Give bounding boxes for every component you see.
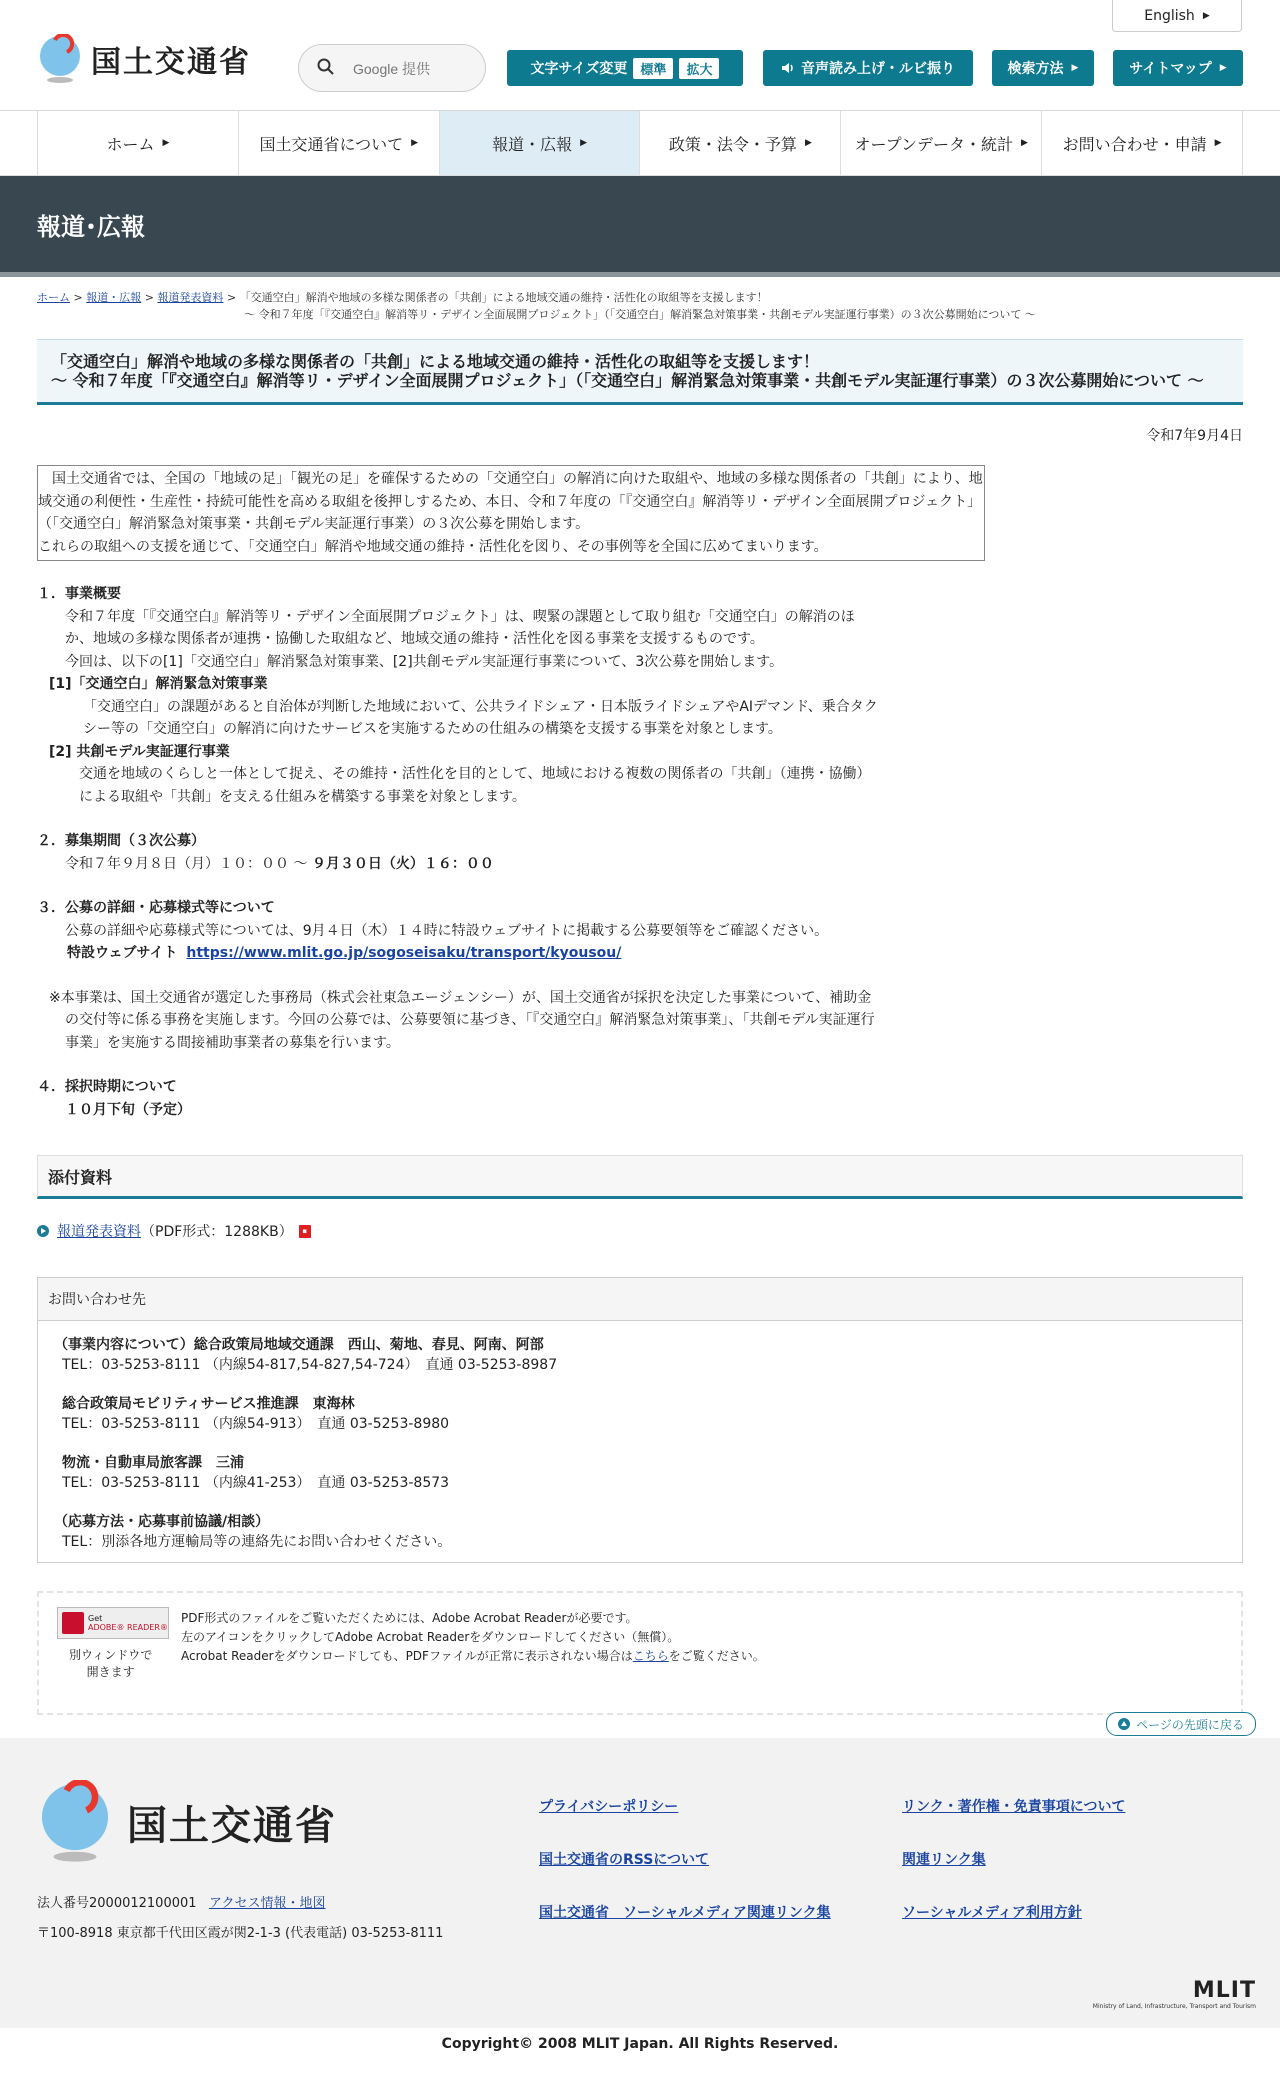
breadcrumb-separator: > <box>144 291 154 304</box>
footer-logo[interactable] <box>37 1780 337 1864</box>
arrow-circle-icon <box>37 1225 49 1237</box>
contact-3-tel: TEL：03-5253-8111 （内線41-253） 直通 03-5253-8573 <box>62 1475 450 1491</box>
chevron-right-icon: ▶ <box>411 138 419 148</box>
voice-label: 音声読み上げ・ルビ振り <box>801 61 955 77</box>
breadcrumb-separator: > <box>226 291 237 304</box>
search-input[interactable] <box>351 55 475 83</box>
badge-get: Get <box>88 1614 103 1623</box>
search-method-label: 検索方法 <box>1007 61 1064 77</box>
english-link[interactable] <box>1112 0 1242 32</box>
nav-about[interactable] <box>238 111 439 175</box>
site-logo[interactable] <box>37 34 251 84</box>
mlit-mark: MLIT <box>1192 1978 1256 2003</box>
section-3-text: 公募の詳細や応募様式等については、9月４日（木）１４時に特設ウェブサイトに掲載する公募要領等をご確認ください。 <box>65 922 829 939</box>
back-to-top-button[interactable] <box>1106 1712 1256 1736</box>
mlit-subtitle: Ministry of Land, Infrastructure, Transport and Tourism <box>1092 2003 1256 2010</box>
footer-link[interactable]: 国土交通省のRSSについて <box>539 1852 710 1868</box>
english-label: English <box>1144 7 1195 24</box>
get-adobe-reader-button[interactable] <box>57 1607 169 1639</box>
new-window-line: 開きます <box>86 1665 135 1679</box>
period-end: ９月３０日（火）１６：００ <box>311 855 494 872</box>
chevron-right-icon: ▶ <box>1214 138 1222 148</box>
contact-1-tel: TEL：03-5253-8111 （内線54-817,54-827,54-724） 直通 03-5253-8987 <box>62 1357 558 1373</box>
footer-link[interactable]: 関連リンク集 <box>902 1852 986 1868</box>
nav-press[interactable] <box>439 111 640 175</box>
acrobat-text <box>181 1609 765 1666</box>
section-4-text: １０月下旬（予定） <box>65 1101 191 1118</box>
acrobat-line <box>181 1647 765 1666</box>
nav-label: 国土交通省について <box>259 134 404 154</box>
adobe-reader-icon <box>62 1612 84 1634</box>
mlit-logo-icon <box>37 1780 113 1864</box>
back-to-top-label: ページの先頭に戻る <box>1136 1717 1244 1732</box>
section-1-text: 今回は、以下の[1]「交通空白」解消緊急対策事業、[2]共創モデル実証運行事業について、3次公募を開始します。 <box>51 653 784 670</box>
badge-name: ADOBE® READER® <box>88 1623 168 1632</box>
contact-1-head: （事業内容について）総合政策局地域交通課 西山、菊地、春見、阿南、阿部 <box>54 1337 544 1353</box>
arrow-up-icon <box>1118 1718 1130 1730</box>
breadcrumb-press[interactable]: 報道・広報 <box>86 291 142 304</box>
mlit-logo-icon <box>37 34 83 84</box>
nav-policy[interactable] <box>639 111 840 175</box>
acrobat-line-part: Acrobat Readerをダウンロードしても、PDFファイルが正常に表示されない場合は <box>181 1649 633 1663</box>
section-1-sub2-title: [2] 共創モデル実証運行事業 <box>49 743 230 760</box>
breadcrumb-home[interactable]: ホーム <box>37 291 70 304</box>
headline-line2: ～ 令和７年度「『交通空白』解消等リ・デザイン全面展開プロジェクト」（「交通空白」解消緊急対策事業・共創モデル実証運行事業）の３次公募開始について ～ <box>51 371 1204 390</box>
mlit-wordmark <box>1093 1978 1256 2010</box>
footer-link[interactable]: ソーシャルメディア利用方針 <box>902 1905 1082 1921</box>
search-icon[interactable] <box>317 58 335 76</box>
chevron-right-icon: ▶ <box>580 138 588 148</box>
contact-4-tel: TEL：別添各地方運輸局等の連絡先にお問い合わせください。 <box>62 1534 452 1550</box>
pdf-icon: ▪ <box>299 1225 311 1238</box>
nav-opendata[interactable] <box>840 111 1041 175</box>
footer-info <box>37 1894 443 1954</box>
section-1-sub2-text: 交通を地域のくらしと一体として捉え、その維持・活性化を目的として、地域における複数の関係者の「共創」（連携・協働） <box>79 766 871 782</box>
nav-label: 報道・広報 <box>492 134 573 154</box>
fontsize-control <box>507 50 743 86</box>
voice-button[interactable] <box>763 50 973 86</box>
period-start: 令和７年９月８日（月）１０：００ ～ <box>65 855 312 872</box>
chevron-right-icon: ▶ <box>1202 10 1210 21</box>
chevron-right-icon: ▶ <box>804 138 812 148</box>
fontsize-large-button[interactable]: 拡大 <box>679 58 719 79</box>
sitemap-label: サイトマップ <box>1129 61 1212 77</box>
breadcrumb-separator: > <box>73 291 83 304</box>
acrobat-notice <box>37 1591 1243 1715</box>
section-3-site <box>37 942 1280 965</box>
lead-paragraph-2: これらの取組への支援を通じて、「交通空白」解消や地域交通の維持・活性化を図り、その事例等を全国に広めてまいります。 <box>38 538 828 555</box>
site-search <box>298 44 486 92</box>
chevron-right-icon: ▶ <box>1071 63 1079 73</box>
sitemap-button[interactable] <box>1113 50 1243 86</box>
nav-home[interactable] <box>37 111 238 175</box>
copyright: Copyright© 2008 MLIT Japan. All Rights Reserved. <box>441 2036 839 2052</box>
note-text: ※本事業は、国土交通省が選定した事務局（株式会社東急エージェンシー）が、国土交通省が採択を決定した事業について、補助金 <box>49 989 872 1006</box>
fontsize-standard-button[interactable]: 標準 <box>633 58 673 79</box>
footer-link[interactable]: プライバシーポリシー <box>539 1799 679 1815</box>
section-2-title: ２．募集期間（３次公募） <box>37 833 205 849</box>
article-headline <box>37 339 1243 405</box>
special-site-link[interactable]: https://www.mlit.go.jp/sogoseisaku/transport/kyousou/ <box>186 945 622 961</box>
contact-box <box>37 1277 1243 1563</box>
nav-label: オープンデータ・統計 <box>854 134 1014 154</box>
page-title: 報道･広報 <box>37 212 145 241</box>
footer-links-col2 <box>902 1796 1125 1955</box>
breadcrumb <box>0 289 1280 323</box>
contact-4-head: （応募方法・応募事前協議/相談） <box>54 1514 270 1530</box>
footer-link[interactable]: リンク・著作権・免責事項について <box>902 1799 1126 1815</box>
breadcrumb-current-line2: ～ 令和７年度「『交通空白』解消等リ・デザイン全面展開プロジェクト」（「交通空白」解消緊急対策事業・共創モデル実証運行事業）の３次公募開始について ～ <box>244 308 1036 321</box>
breadcrumb-current: 「交通空白」解消や地域の多様な関係者の「共創」による地域交通の維持・活性化の取組等を支援します！ <box>239 291 768 304</box>
fontsize-label: 文字サイズ変更 <box>530 61 628 77</box>
article-body <box>37 583 1280 1121</box>
footer-logo-text: 国土交通省 <box>127 1802 337 1849</box>
acrobat-line: PDF形式のファイルをご覧いただくためには、Adobe Acrobat Readerが必要です。 <box>181 1611 638 1625</box>
access-map-link[interactable]: アクセス情報・地図 <box>208 1896 326 1911</box>
headline-line1: 「交通空白」解消や地域の多様な関係者の「共創」による地域交通の維持・活性化の取組等を支援します！ <box>51 352 820 371</box>
corp-number: 法人番号2000012100001 <box>37 1896 197 1911</box>
section-3-title: ３．公募の詳細・応募様式等について <box>37 900 275 916</box>
nav-label: お問い合わせ・申請 <box>1062 134 1207 154</box>
footer-links-col1 <box>539 1796 831 1955</box>
footer-link[interactable]: 国土交通省 ソーシャルメディア関連リンク集 <box>539 1905 831 1921</box>
global-nav <box>0 111 1280 176</box>
site-header <box>0 0 1280 111</box>
contact-2-tel: TEL：03-5253-8111 （内線54-913） 直通 03-5253-8980 <box>62 1416 450 1432</box>
chevron-right-icon: ▶ <box>162 138 170 148</box>
search-method-button[interactable] <box>992 50 1094 86</box>
lead-paragraph-1: 国土交通省では、全国の「地域の足」「観光の足」を確保するための「交通空白」の解消に向けた取組や、地域の多様な関係者の「共創」により、地域交通の利便性・生産性・持続可能性を高める取組を後押しするため、本日、令和７年度の「『交通空白』解消等リ・デザイン全面展開プロジェクト」（「交通空白」解消緊急対策事業・共創モデル実証運行事業）の３次公募を開始します。 <box>38 471 983 532</box>
section-1-sub1-text: 「交通空白」の課題があると自治体が判断した地域において、公共ライドシェア・日本版ライドシェアやAIデマンド、乗合タク <box>83 698 878 715</box>
attachments-heading: 添付資料 <box>37 1155 1243 1199</box>
section-2-period <box>37 853 1280 876</box>
chevron-right-icon: ▶ <box>1021 138 1028 148</box>
contact-2-head: 総合政策局モビリティサービス推進課 東海林 <box>62 1396 355 1412</box>
press-release-pdf-link[interactable]: 報道発表資料 <box>57 1224 141 1240</box>
contact-heading: お問い合わせ先 <box>38 1278 1242 1321</box>
section-1-sub2-text: による取組や「共創」を支える仕組みを構築する事業を対象とします。 <box>79 788 526 805</box>
note-text: 事業」を実施する間接補助事業者の募集を行います。 <box>65 1034 400 1051</box>
new-window-line: 別ウィンドウで <box>69 1648 153 1662</box>
new-window-note <box>69 1647 152 1681</box>
contact-3-head: 物流・自動車局旅客課 三浦 <box>62 1455 244 1471</box>
nav-contact[interactable] <box>1041 111 1243 175</box>
speaker-icon <box>781 61 795 75</box>
note-text: の交付等に係る事務を実施します。今回の公募では、公募要領に基づき、「『交通空白』解消緊急対策事業」、「共創モデル実証運行 <box>65 1012 875 1028</box>
section-1-text: か、地域の多様な関係者が連携・協働した取組など、地域交通の維持・活性化を図る事業を支援するものです。 <box>51 631 764 647</box>
publish-date: 令和7年9月4日 <box>1146 428 1243 444</box>
footer-address: 〒100-8918 東京都千代田区霞が関2-1-3 (代表電話) 03-5253-8111 <box>37 1926 444 1941</box>
section-1-title: １．事業概要 <box>37 586 121 602</box>
logo-text: 国土交通省 <box>91 45 251 80</box>
acrobat-line-part: をご覧ください。 <box>668 1649 765 1663</box>
acrobat-line: 左のアイコンをクリックしてAdobe Acrobat Readerをダウンロードしてください（無償）。 <box>181 1630 680 1644</box>
site-label: 特設ウェブサイト <box>67 945 178 961</box>
breadcrumb-release[interactable]: 報道発表資料 <box>157 291 224 304</box>
lead-box <box>37 465 985 561</box>
section-4-title: ４．採択時期について <box>37 1079 177 1095</box>
nav-label: ホーム <box>106 134 155 154</box>
chevron-right-icon: ▶ <box>1219 63 1227 73</box>
attachment-item <box>37 1221 1243 1241</box>
attachment-meta: （PDF形式：1288KB） <box>141 1224 293 1240</box>
site-footer <box>0 1738 1280 2028</box>
section-1-sub1-title: [1]「交通空白」解消緊急対策事業 <box>49 676 268 692</box>
page-title-band <box>0 176 1280 277</box>
contact-body <box>38 1321 1242 1562</box>
nav-label: 政策・法令・予算 <box>668 134 797 154</box>
acrobat-help-link[interactable]: こちら <box>632 1649 669 1663</box>
section-1-text: 令和７年度「『交通空白』解消等リ・デザイン全面展開プロジェクト」は、喫緊の課題として取り組む「交通空白」の解消のほ <box>51 608 855 625</box>
section-1-sub1-text: シー等の「交通空白」の解消に向けたサービスを実施するための仕組みの構築を支援する事業を対象とします。 <box>83 721 782 737</box>
